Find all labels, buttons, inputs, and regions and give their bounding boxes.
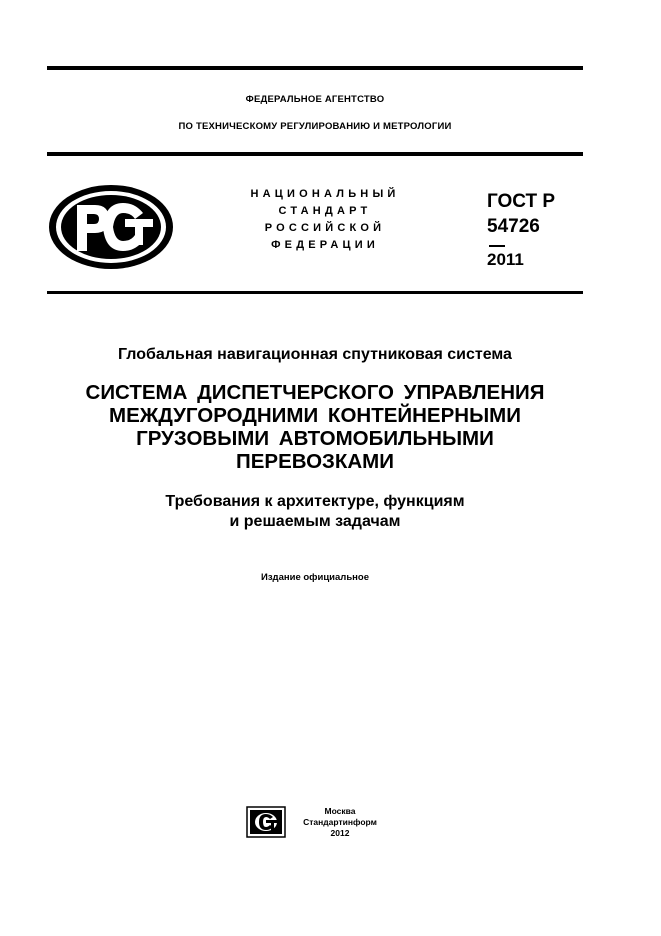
title-line: ГРУЗОВЫМИ АВТОМОБИЛЬНЫМИ	[136, 427, 494, 450]
national-line: ФЕДЕРАЦИИ	[271, 239, 379, 251]
document-requirements	[47, 492, 583, 532]
national-standard-label	[225, 186, 425, 254]
publisher-info	[290, 806, 390, 839]
gost-code: ГОСТ Р	[487, 191, 556, 212]
gost-designation	[487, 189, 555, 272]
edition-label: Издание официальное	[261, 572, 369, 583]
title-line: ПЕРЕВОЗКАМИ	[236, 450, 394, 473]
requirements-line: и решаемым задачам	[229, 513, 401, 530]
top-rule	[47, 66, 583, 70]
document-subtitle: Глобальная навигационная спутниковая система	[118, 346, 512, 363]
gost-number-line	[487, 214, 555, 247]
publisher-year: 2012	[330, 828, 350, 838]
title-line: МЕЖДУГОРОДНИМИ КОНТЕЙНЕРНЫМИ	[109, 404, 521, 427]
standartinform-logo-icon	[246, 806, 286, 838]
gost-year: 2011	[487, 250, 524, 269]
document-title	[47, 381, 583, 473]
title-line: СИСТЕМА ДИСПЕТЧЕРСКОГО УПРАВЛЕНИЯ	[85, 381, 545, 404]
requirements-line: Требования к архитектуре, функциям	[165, 493, 465, 510]
publisher-city: Москва	[324, 806, 356, 816]
publisher-name: Стандартинформ	[303, 817, 377, 827]
gost-r-logo-icon	[47, 183, 175, 271]
agency-line-2: ПО ТЕХНИЧЕСКОМУ РЕГУЛИРОВАНИЮ И МЕТРОЛОГИИ	[178, 121, 452, 132]
header-rule	[47, 152, 583, 156]
agency-line-1: ФЕДЕРАЛЬНОЕ АГЕНТСТВО	[245, 94, 385, 105]
national-line: СТАНДАРТ	[278, 205, 372, 217]
gost-number: 54726	[487, 216, 540, 237]
national-line: РОССИЙСКОЙ	[264, 222, 386, 234]
national-line: НАЦИОНАЛЬНЫЙ	[250, 188, 400, 200]
standard-rule	[47, 291, 583, 294]
